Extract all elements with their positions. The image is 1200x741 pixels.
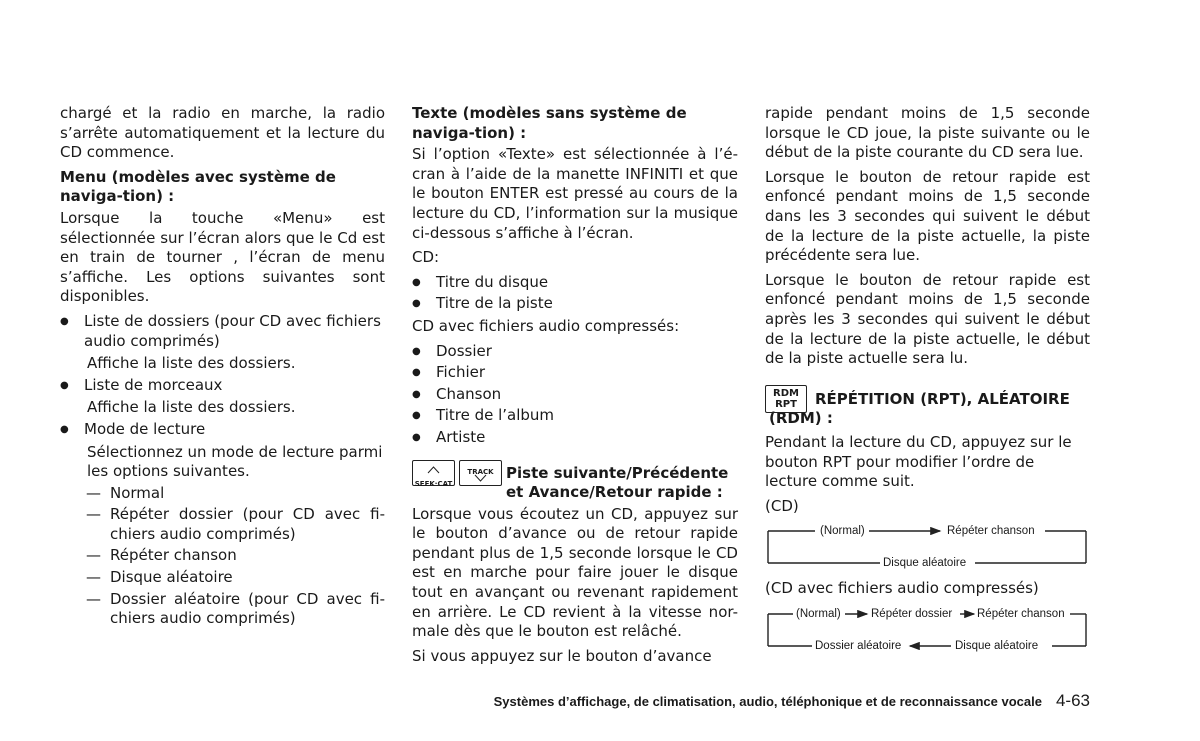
list-item-description: Affiche la liste des dossiers. — [87, 354, 296, 373]
text-paragraph: Si l’option «Texte» est sélectionnée à l’é-cran à l’aide de la manette INFINITI et que le bouton ENTER est pressé au cours de la lecture du CD, l’information sur la musique ci-dessous s’affiche à l’écran. — [412, 145, 738, 242]
rpt-key-label: RPT — [775, 398, 797, 410]
diagram-random-disc: Disque aléatoire — [955, 639, 1039, 652]
cd-diagram-label: (CD) — [765, 496, 799, 515]
compressed-info-list — [412, 342, 738, 448]
mode-item: — Disque aléatoire — [60, 568, 385, 588]
list-item: ● Artiste — [412, 428, 738, 448]
seek-paragraph: Lorsque vous écoutez un CD, appuyez sur le bouton d’avance ou de retour rapide pendant plus de 1,5 seconde lorsque le CD est en marche pour faire jouer le disque tout en avançant ou revenant rapidement en arrière. Le CD revient à la vitesse nor-male dès que le bouton est relâché. — [412, 504, 738, 641]
mode-item: — Répéter chanson — [60, 546, 385, 566]
track-key-icon — [459, 460, 502, 486]
paragraph: Lorsque le bouton de retour rapide est enfoncé pendant moins de 1,5 seconde dans les 3 secondes qui suivent le début de la lecture de la piste actuelle, la piste précédente sera lue. — [765, 167, 1090, 265]
list-item: ● Titre de la piste — [412, 294, 738, 314]
mode-item: — Normal — [60, 484, 385, 504]
menu-options-list — [60, 420, 385, 440]
menu-options-list — [60, 312, 385, 351]
list-item: ● Titre du disque — [412, 273, 738, 293]
list-item: ● Chanson — [412, 385, 738, 405]
list-item: ● Fichier — [412, 363, 738, 383]
rdm-rpt-key-icon — [765, 385, 807, 413]
diagram-random-folder: Dossier aléatoire — [815, 639, 902, 652]
list-item: ● Mode de lecture — [60, 420, 385, 440]
list-item: ● Dossier — [412, 342, 738, 362]
seek-paragraph-2: Si vous appuyez sur le bouton d’avance — [412, 646, 712, 665]
column-3 — [765, 104, 1090, 660]
page-number: 4-63 — [1055, 691, 1090, 710]
footer-section-title: Systèmes d’affichage, de climatisation, audio, téléphonique et de reconnaissance vocale — [493, 694, 1042, 709]
seek-cat-key-icon — [412, 460, 455, 486]
cd-mode-diagram — [765, 521, 1090, 569]
rpt-heading-row — [765, 385, 1090, 429]
mode-item: — Dossier aléatoire (pour CD avec fi-chiers audio comprimés) — [60, 590, 385, 629]
rpt-heading: RÉPÉTITION (RPT), ALÉATOIRE (RDM) : — [769, 389, 1070, 428]
list-item-description: Sélectionnez un mode de lecture parmi les options suivantes. — [87, 442, 383, 481]
menu-heading: Menu (modèles avec système de naviga-tion) : — [60, 167, 336, 206]
rdm-key-label: RDM — [773, 387, 799, 399]
seek-key-label: SEEK·CAT — [414, 479, 453, 488]
diagram-normal: (Normal) — [820, 525, 865, 538]
diagram-normal: (Normal) — [796, 607, 841, 620]
column-2 — [412, 104, 738, 671]
diagram-repeat-song: Répéter chanson — [977, 607, 1065, 620]
menu-options-list — [60, 376, 385, 396]
track-key-label: TRACK — [467, 467, 494, 476]
paragraph: Lorsque le bouton de retour rapide est enfoncé pendant moins de 1,5 seconde après les 3 secondes qui suivent le début de la lecture de la piste actuelle, le début de la piste actuelle sera lu. — [765, 270, 1090, 368]
diagram-repeat-folder: Répéter dossier — [871, 607, 953, 620]
diagram-repeat-song: Répéter chanson — [947, 525, 1035, 538]
list-item: ● Titre de l’album — [412, 406, 738, 426]
seek-heading: Piste suivante/Précédente et Avance/Retour rapide : — [506, 463, 729, 502]
rpt-paragraph: Pendant la lecture du CD, appuyez sur le bouton RPT pour modifier l’ordre de lecture comme suit. — [765, 432, 1072, 491]
text-heading: Texte (modèles sans système de naviga-tion) : — [412, 104, 687, 142]
compressed-mode-diagram — [765, 604, 1090, 652]
intro-paragraph: chargé et la radio en marche, la radio s’arrête automatiquement et la lecture du CD commence. — [60, 104, 385, 162]
cd-label: CD: — [412, 248, 440, 267]
list-item: ● Liste de dossiers (pour CD avec fichiers audio comprimés) — [60, 312, 385, 351]
cd-info-list — [412, 273, 738, 314]
seek-heading-row — [412, 460, 738, 503]
compressed-label: CD avec fichiers audio compressés: — [412, 316, 680, 335]
paragraph: rapide pendant moins de 1,5 seconde lorsque le CD joue, la piste suivante ou le début de la piste courante du CD sera lue. — [765, 104, 1090, 162]
list-item: ● Liste de morceaux — [60, 376, 385, 396]
mode-item: — Répéter dossier (pour CD avec fi-chiers audio comprimés) — [60, 505, 385, 544]
page-footer — [462, 691, 1090, 711]
list-item-description: Affiche la liste des dossiers. — [87, 398, 296, 417]
menu-paragraph: Lorsque la touche «Menu» est sélectionnée sur l’écran alors que le Cd est en train de tourner , l’écran de menu s’affiche. Les options suivantes sont disponibles. — [60, 208, 385, 306]
column-1 — [60, 104, 385, 631]
compressed-diagram-label: (CD avec fichiers audio compressés) — [765, 579, 1039, 598]
diagram-random-disc: Disque aléatoire — [883, 557, 967, 570]
